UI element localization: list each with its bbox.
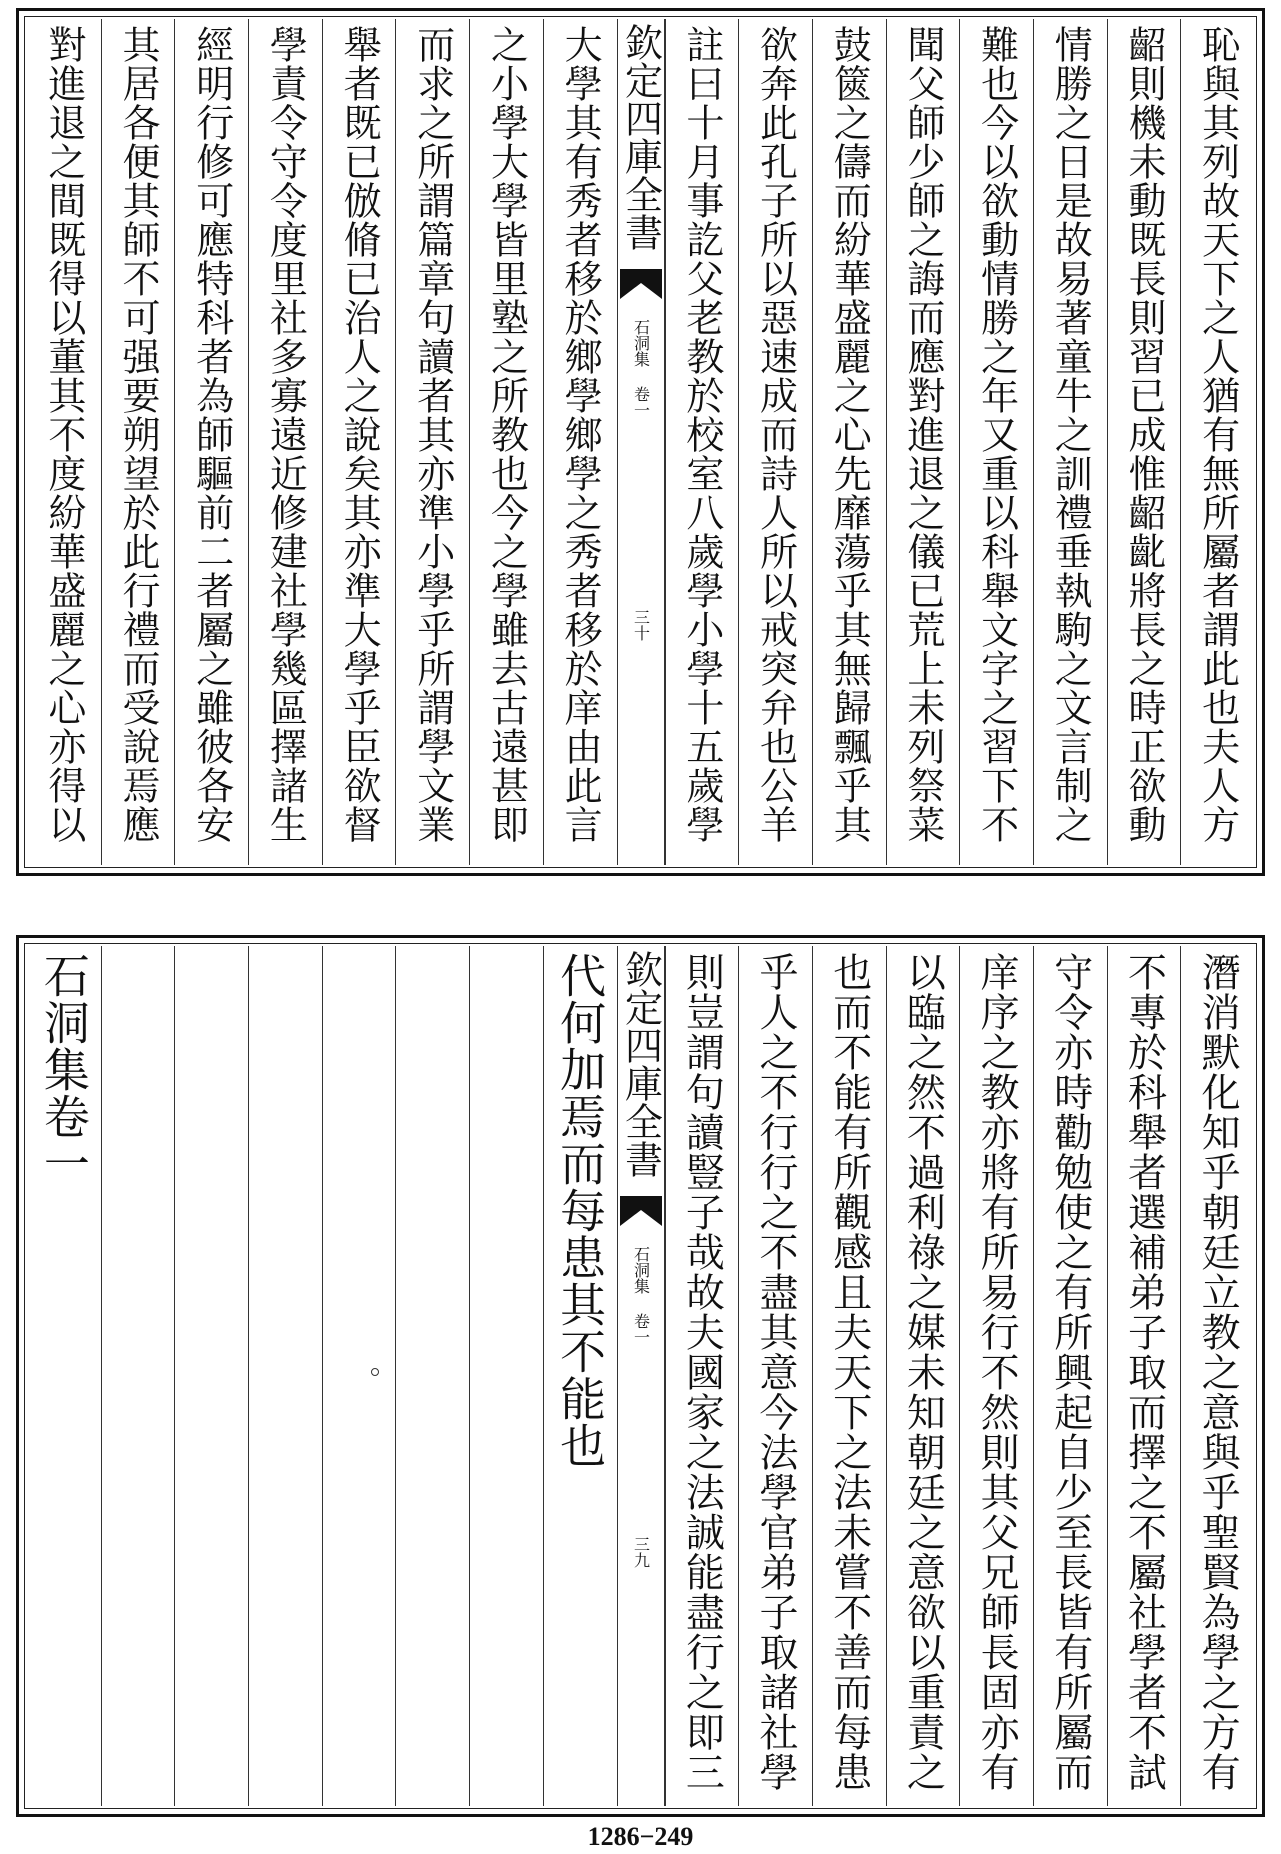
text-column: [543, 946, 617, 1806]
column-text: 鼓篋之儔而紛華盛麗之心先靡蕩乎其無歸飄乎其: [827, 25, 872, 844]
column-text: 乎人之不行行之不盡其意今法學官弟子取諸社學: [753, 952, 799, 1792]
text-column: [469, 19, 543, 865]
column-text: 其居各便其師不可强要朔望於此行禮而受說焉應: [116, 25, 161, 844]
text-column: [248, 19, 322, 865]
fishtail-mark-icon: [620, 269, 662, 299]
fold-column: [617, 19, 665, 865]
text-column: [886, 19, 960, 865]
text-column: [1107, 19, 1181, 865]
column-text: 潛消默化知乎朝廷立教之意與乎聖賢為學之方有: [1195, 952, 1241, 1792]
column-text: 註曰十月事訖父老教於校室八歲學小學十五歲學: [679, 25, 724, 844]
fold-column: [617, 946, 665, 1806]
text-column: [27, 946, 101, 1806]
text-column: [665, 19, 739, 865]
column-text: 難也今以欲動情勝之年又重以科舉文字之習下不: [974, 25, 1019, 844]
ink-dot: [371, 1368, 379, 1376]
column-text: 而求之所謂篇章句讀者其亦準小學乎所謂學文業: [410, 25, 455, 844]
text-column: [322, 19, 396, 865]
column-text: 守令亦時勸勉使之有所興起自少至長皆有所屬而: [1047, 952, 1093, 1792]
leaf-number: 三九: [631, 1536, 651, 1568]
text-column: [1180, 19, 1254, 865]
text-column: [1033, 19, 1107, 865]
text-column: [101, 946, 175, 1806]
column-text: 代何加焉而每患其不能也: [553, 952, 608, 1469]
text-column: [27, 19, 101, 865]
text-column: [1033, 946, 1107, 1806]
text-column: [738, 946, 812, 1806]
column-text: 以臨之然不過利祿之媒未知朝廷之意欲以重責之: [900, 952, 946, 1792]
text-column: [738, 19, 812, 865]
column-text: 學責令守令度里社多寡遠近修建社學幾區擇諸生: [263, 25, 308, 844]
text-column: [395, 946, 469, 1806]
text-column: [174, 946, 248, 1806]
column-text: 之小學大學皆里塾之所教也今之學雖去古遠甚即: [484, 25, 529, 844]
text-column: [322, 946, 396, 1806]
column-text: 齠則機未動既長則習已成惟齠齔將長之時正欲動: [1121, 25, 1166, 844]
column-text: 庠序之教亦將有所易行不然則其父兄師長固亦有: [974, 952, 1020, 1792]
page-reference: 1286−249: [587, 1822, 694, 1851]
text-column: [812, 19, 886, 865]
text-column: [174, 19, 248, 865]
column-text: 則豈謂句讀豎子哉故夫國家之法誠能盡行之即三: [679, 952, 725, 1792]
text-column: [543, 19, 617, 865]
column-text: 經明行修可應特科者為師驅前二者屬之雖彼各安: [189, 25, 234, 844]
series-title: 欽定四庫全書: [618, 950, 663, 1178]
column-text: 也而不能有所觀感且夫天下之法未嘗不善而每患: [826, 952, 872, 1792]
bottom-page: [16, 935, 1265, 1817]
text-column: [959, 946, 1033, 1806]
fishtail-mark-icon: [620, 1196, 662, 1226]
text-column: [812, 946, 886, 1806]
text-column: [1180, 946, 1254, 1806]
text-column: [395, 19, 469, 865]
series-title: 欽定四庫全書: [618, 23, 663, 251]
column-text: 大學其有秀者移於鄉學鄉學之秀者移於庠由此言: [558, 25, 603, 844]
book-title-volume: 石洞集 卷一: [631, 1246, 651, 1345]
text-column: [1107, 946, 1181, 1806]
top-text-area: [27, 19, 1254, 865]
text-column: [959, 19, 1033, 865]
column-text: 不專於科舉者選補弟子取而擇之不屬社學者不試: [1121, 952, 1167, 1792]
leaf-number: 三十: [631, 609, 651, 641]
top-page: [16, 8, 1265, 876]
text-column: [248, 946, 322, 1806]
book-title-volume: 石洞集 卷一: [631, 319, 651, 418]
column-text: 石洞集卷一: [36, 952, 91, 1187]
column-text: 聞父師少師之誨而應對進退之儀已荒上未列祭菜: [900, 25, 945, 844]
column-text: 對進退之間既得以董其不度紛華盛麗之心亦得以: [41, 25, 86, 844]
text-column: [469, 946, 543, 1806]
column-text: 恥與其列故天下之人猶有無所屬者謂此也夫人方: [1195, 25, 1240, 844]
text-column: [886, 946, 960, 1806]
text-column: [665, 946, 739, 1806]
column-text: 舉者既已倣脩已治人之說矣其亦準大學乎臣欲督: [337, 25, 382, 844]
column-text: 欲奔此孔子所以惡速成而詩人所以戒突弁也公羊: [753, 25, 798, 844]
bottom-text-area: [27, 946, 1254, 1806]
column-text: 情勝之日是故易著童牛之訓禮垂執駒之文言制之: [1048, 25, 1093, 844]
text-column: [101, 19, 175, 865]
